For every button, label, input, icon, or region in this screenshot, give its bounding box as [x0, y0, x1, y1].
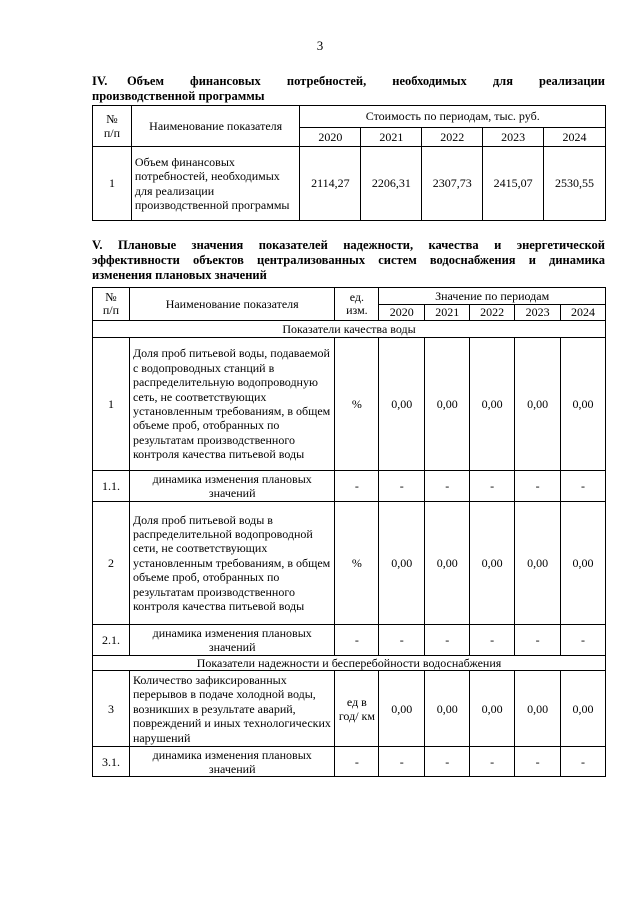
- header-unit: ед. изм.: [335, 288, 379, 321]
- row-num: 3: [93, 671, 130, 747]
- row-value-2023: -: [515, 625, 561, 656]
- table-row: [93, 747, 606, 777]
- table-row: [93, 471, 606, 502]
- header-name: Наименование показателя: [131, 106, 300, 147]
- header-cost: Стоимость по периодам, тыс. руб.: [300, 106, 606, 128]
- row-name: Количество зафиксированных перерывов в подаче холодной воды, возникших в результате аварий, повреждений и иных технологических нарушений: [129, 671, 335, 747]
- row-num: 2.1.: [93, 625, 130, 656]
- row-value-2020: 0,00: [379, 502, 425, 625]
- row-value-2022: 0,00: [470, 671, 515, 747]
- row-name: динамика изменения плановых значений: [129, 747, 335, 777]
- row-value-2024: -: [561, 747, 606, 777]
- row-value-2021: 2206,31: [361, 147, 422, 221]
- row-name: Доля проб питьевой воды в распределительной водопроводной сети, не соответствующих установленным требованиям, в общем объеме проб, отобранных по результатам производственного контроля качества питьевой воды: [129, 502, 335, 625]
- year-2024: 2024: [544, 128, 606, 147]
- row-num: 2: [93, 502, 130, 625]
- row-value-2020: -: [379, 747, 425, 777]
- table-row: [93, 338, 606, 471]
- financial-needs-table: [92, 105, 606, 221]
- indicators-table: [92, 287, 606, 777]
- row-value-2024: -: [561, 471, 606, 502]
- header-values: Значение по периодам: [379, 288, 606, 305]
- row-name: динамика изменения плановых значений: [129, 471, 335, 502]
- section4-title-line2: производственной программы: [92, 89, 265, 103]
- row-value-2021: 0,00: [425, 338, 470, 471]
- table-row: [93, 502, 606, 625]
- row-name: Объем финансовых потребностей, необходимых для реализации производственной программы: [131, 147, 300, 221]
- row-unit: %: [335, 338, 379, 471]
- row-num: 1: [93, 147, 132, 221]
- row-unit: ед в год/ км: [335, 671, 379, 747]
- row-value-2023: 0,00: [515, 338, 561, 471]
- section5-title-line3: изменения плановых значений: [92, 268, 267, 282]
- row-value-2023: -: [515, 747, 561, 777]
- row-value-2023: -: [515, 471, 561, 502]
- table-row: [93, 671, 606, 747]
- row-value-2020: 0,00: [379, 338, 425, 471]
- row-unit: -: [335, 625, 379, 656]
- header-num: № п/п: [93, 288, 130, 321]
- table-row: [93, 625, 606, 656]
- row-unit: -: [335, 471, 379, 502]
- row-name: динамика изменения плановых значений: [129, 625, 335, 656]
- row-value-2020: -: [379, 471, 425, 502]
- section4-title: [92, 74, 605, 104]
- row-num: 1: [93, 338, 130, 471]
- page-number: 3: [316, 38, 324, 53]
- row-value-2022: -: [470, 471, 515, 502]
- row-value-2021: -: [425, 747, 470, 777]
- row-value-2022: -: [470, 625, 515, 656]
- header-name: Наименование показателя: [129, 288, 335, 321]
- row-value-2022: 2307,73: [422, 147, 483, 221]
- year-2021: 2021: [361, 128, 422, 147]
- year-2020: 2020: [379, 305, 425, 321]
- row-unit: %: [335, 502, 379, 625]
- row-name: Доля проб питьевой воды, подаваемой с водопроводных станций в распределительную водопроводную сеть, не соответствующих установленным требованиям, в общем объеме проб, отобранных по результатам производственного контроля качества питьевой воды: [129, 338, 335, 471]
- row-num: 3.1.: [93, 747, 130, 777]
- group-header-quality: Показатели качества воды: [93, 321, 606, 338]
- row-value-2024: 0,00: [561, 671, 606, 747]
- section5-title: [92, 238, 605, 283]
- row-value-2021: -: [425, 625, 470, 656]
- row-value-2020: 0,00: [379, 671, 425, 747]
- year-2022: 2022: [422, 128, 483, 147]
- row-unit: -: [335, 747, 379, 777]
- row-value-2023: 0,00: [515, 502, 561, 625]
- year-2020: 2020: [300, 128, 361, 147]
- year-2023: 2023: [483, 128, 544, 147]
- row-value-2022: 0,00: [470, 502, 515, 625]
- row-value-2023: 0,00: [515, 671, 561, 747]
- row-value-2023: 2415,07: [483, 147, 544, 221]
- year-2024: 2024: [561, 305, 606, 321]
- group-header-reliability: Показатели надежности и бесперебойности водоснабжения: [93, 656, 606, 671]
- row-value-2022: -: [470, 747, 515, 777]
- row-value-2021: -: [425, 471, 470, 502]
- row-value-2024: 2530,55: [544, 147, 606, 221]
- row-value-2021: 0,00: [425, 502, 470, 625]
- year-2021: 2021: [425, 305, 470, 321]
- row-value-2020: -: [379, 625, 425, 656]
- row-value-2024: 0,00: [561, 338, 606, 471]
- row-value-2021: 0,00: [425, 671, 470, 747]
- section4-title-line1: IV. Объем финансовых потребностей, необходимых для реализации: [92, 74, 605, 88]
- year-2022: 2022: [470, 305, 515, 321]
- row-value-2024: -: [561, 625, 606, 656]
- header-num: № п/п: [93, 106, 132, 147]
- row-value-2020: 2114,27: [300, 147, 361, 221]
- section5-title-line2: эффективности объектов централизованных систем водоснабжения и динамика: [92, 253, 605, 267]
- row-num: 1.1.: [93, 471, 130, 502]
- year-2023: 2023: [515, 305, 561, 321]
- row-value-2022: 0,00: [470, 338, 515, 471]
- section5-title-line1: V. Плановые значения показателей надежности, качества и энергетической: [92, 238, 605, 252]
- row-value-2024: 0,00: [561, 502, 606, 625]
